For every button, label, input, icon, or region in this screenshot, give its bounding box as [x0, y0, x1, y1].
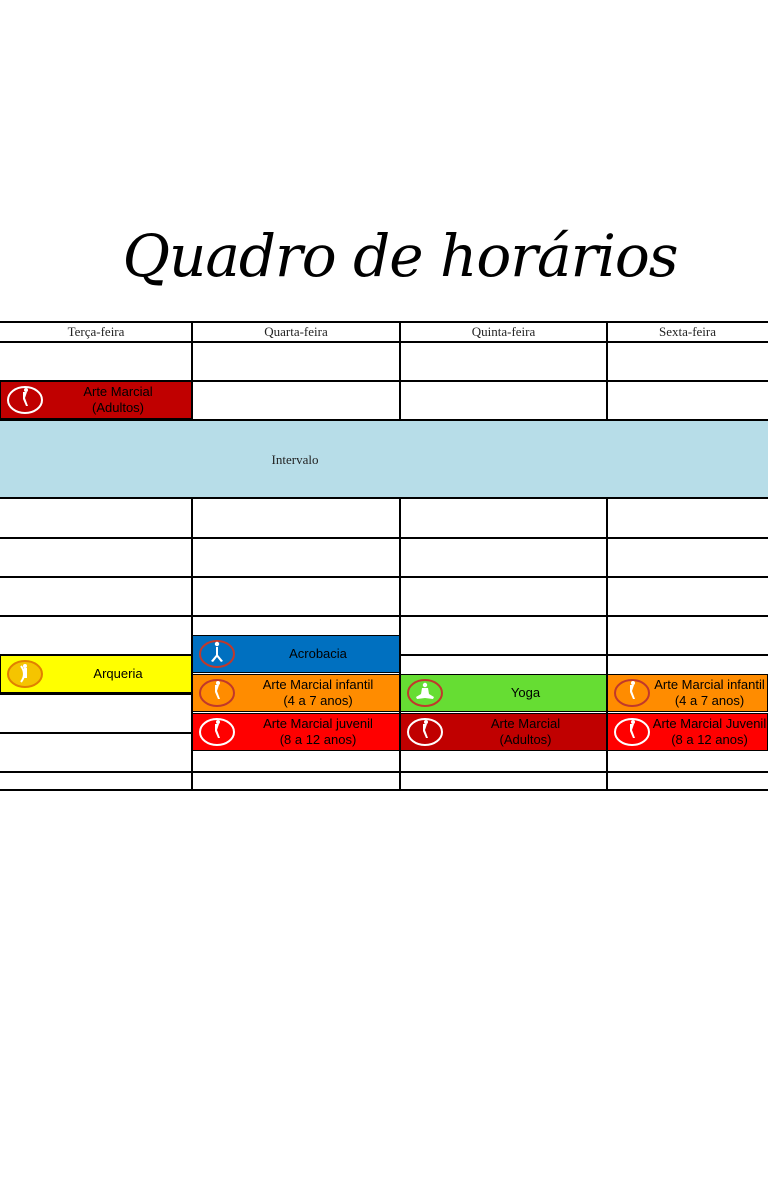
class-title: Yoga: [510, 685, 541, 700]
class-block-friday-arte-marcial-infantil[interactable]: [607, 674, 768, 712]
class-title: Arte Marcial infantil: [654, 677, 765, 692]
martial-arts-icon: [5, 384, 45, 416]
class-title: Acrobacia: [289, 646, 347, 661]
class-block-tuesday-arqueria[interactable]: [0, 655, 192, 693]
grid-line: [0, 341, 768, 343]
martial-arts-icon: [405, 716, 445, 748]
class-block-wednesday-arte-marcial-infantil[interactable]: [192, 674, 400, 712]
grid-line: [0, 576, 768, 578]
class-block-thursday-arte-marcial-adultos[interactable]: [400, 713, 607, 751]
day-header-thursday: Quinta-feira: [471, 324, 536, 339]
class-subtitle: (4 a 7 anos): [674, 693, 745, 708]
martial-arts-icon: [612, 716, 652, 748]
class-title: Arte Marcial infantil: [262, 677, 374, 692]
class-subtitle: (8 a 12 anos): [671, 732, 748, 747]
martial-arts-icon: [612, 677, 652, 709]
class-block-wednesday-arte-marcial-juvenil[interactable]: [192, 713, 400, 751]
break-label: Intervalo: [271, 452, 319, 467]
martial-arts-icon: [197, 677, 237, 709]
class-block-friday-arte-marcial-juvenil[interactable]: [607, 713, 768, 751]
break-band: [0, 420, 768, 497]
grid-line: [0, 789, 768, 791]
martial-arts-icon: [197, 716, 237, 748]
class-title: Arte Marcial: [490, 716, 561, 731]
page-title: Quadro de horários: [122, 222, 678, 290]
class-title: Arte Marcial Juvenil: [652, 716, 767, 731]
class-title: Arqueria: [93, 666, 143, 681]
class-block-wednesday-acrobacia[interactable]: [192, 635, 400, 673]
yoga-icon: [405, 677, 445, 709]
class-subtitle: (Adultos): [91, 400, 145, 415]
class-title: Arte Marcial juvenil: [263, 716, 373, 731]
grid-line: [606, 321, 608, 420]
class-title: Arte Marcial: [83, 384, 153, 399]
class-subtitle: (Adultos): [499, 732, 552, 747]
day-header-tuesday: Terça-feira: [67, 324, 125, 339]
grid-line: [0, 321, 768, 323]
class-block-thursday-yoga[interactable]: [400, 674, 607, 712]
grid-line: [0, 419, 768, 421]
class-block-tuesday-arte-marcial-adultos[interactable]: [0, 381, 192, 419]
class-subtitle: (8 a 12 anos): [279, 732, 357, 747]
day-header-wednesday: Quarta-feira: [264, 324, 328, 339]
grid-line: [399, 321, 401, 420]
class-subtitle: (4 a 7 anos): [283, 693, 353, 708]
day-header-friday: Sexta-feira: [658, 324, 717, 339]
grid-line: [0, 497, 768, 499]
acrobatics-icon: [197, 638, 237, 670]
grid-line: [0, 771, 768, 773]
archery-icon: [5, 658, 45, 690]
grid-line: [0, 615, 768, 617]
grid-line: [0, 537, 768, 539]
